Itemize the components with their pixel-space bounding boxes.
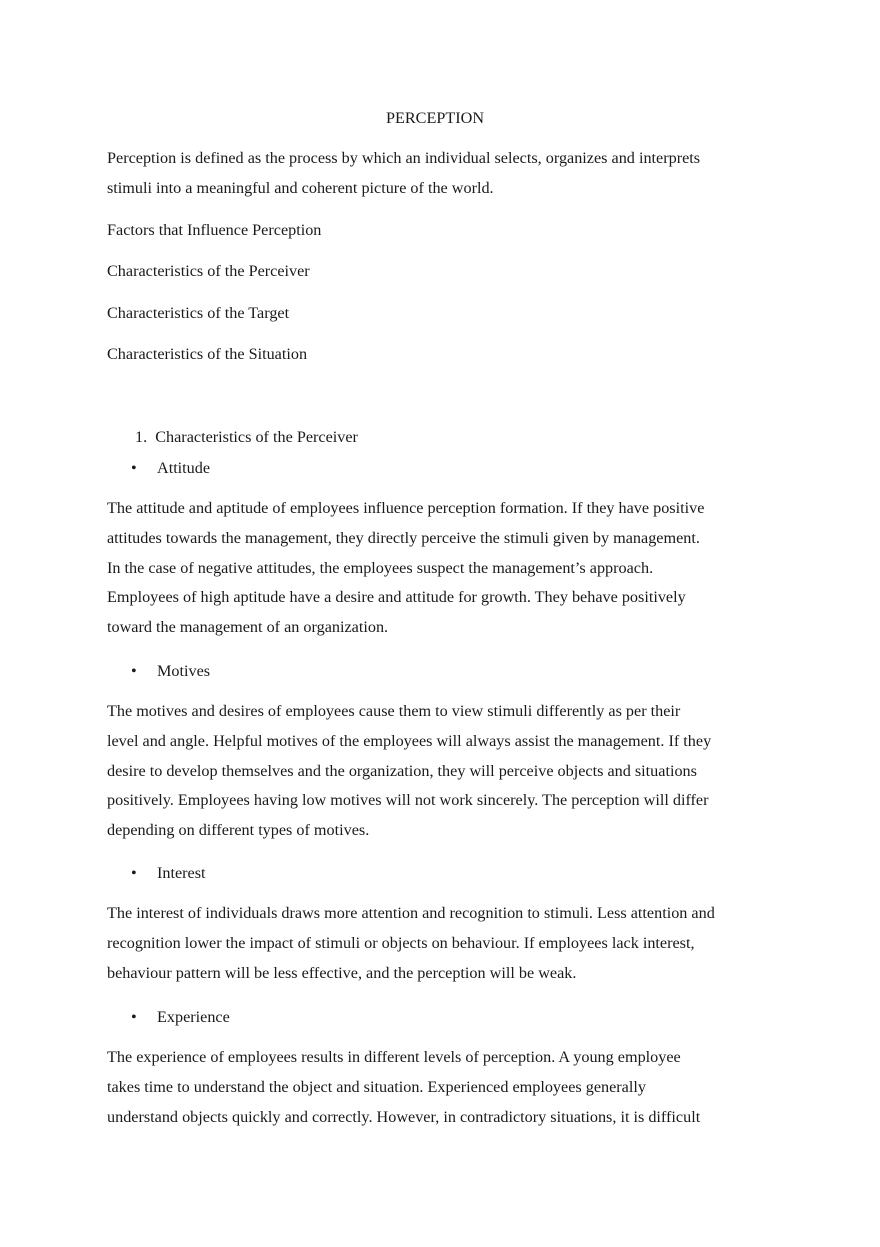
- bullet-label: Interest: [157, 864, 206, 882]
- section-number: 1.: [135, 428, 148, 446]
- paragraph-line: The motives and desires of employees cause them to view stimuli differently as per their: [107, 702, 681, 720]
- experience-paragraph: [107, 1043, 787, 1132]
- paragraph-line: In the case of negative attitudes, the employees suspect the management’s approach.: [107, 558, 654, 577]
- paragraph-line: positively. Employees having low motives will not work sincerely. The perception will differ: [107, 791, 709, 810]
- bullet-heading: [131, 453, 210, 483]
- bullet-heading: [131, 1002, 230, 1032]
- motives-paragraph: [107, 697, 787, 846]
- definition-paragraph: [107, 144, 787, 204]
- factor-item: Characteristics of the Situation: [107, 345, 308, 363]
- paragraph-line: behaviour pattern will be less effective, and the perception will be weak.: [107, 963, 577, 982]
- section-heading: [135, 422, 358, 452]
- bullet-icon: •: [131, 864, 137, 882]
- paragraph-line: The attitude and aptitude of employees influence perception formation. If they have positive: [107, 499, 705, 517]
- paragraph-line: Employees of high aptitude have a desire and attitude for growth. They behave positively: [107, 588, 686, 607]
- paragraph-line: The interest of individuals draws more attention and recognition to stimuli. Less attention and: [107, 904, 715, 922]
- bullet-icon: •: [131, 459, 137, 477]
- paragraph-line: understand objects quickly and correctly. However, in contradictory situations, it is difficult: [107, 1107, 701, 1126]
- paragraph-line: depending on different types of motives.: [107, 821, 370, 840]
- section-title: Characteristics of the Perceiver: [155, 428, 358, 446]
- bullet-icon: •: [131, 662, 137, 680]
- bullet-label: Attitude: [157, 459, 211, 477]
- paragraph-line: takes time to understand the object and situation. Experienced employees generally: [107, 1077, 646, 1096]
- paragraph-line: The experience of employees results in different levels of perception. A young employee: [107, 1048, 681, 1066]
- paragraph-line: Perception is defined as the process by which an individual selects, organizes and interprets: [107, 149, 701, 167]
- bullet-icon: •: [131, 1008, 137, 1026]
- bullet-label: Experience: [157, 1008, 230, 1026]
- attitude-paragraph: [107, 494, 787, 643]
- bullet-heading: [131, 656, 210, 686]
- bullet-label: Motives: [157, 662, 211, 680]
- factor-item: Characteristics of the Perceiver: [107, 262, 310, 280]
- paragraph-line: recognition lower the impact of stimuli or objects on behaviour. If employees lack interest,: [107, 933, 695, 952]
- factor-item: Characteristics of the Target: [107, 304, 290, 322]
- bullet-heading: [131, 858, 206, 888]
- paragraph-line: toward the management of an organization.: [107, 618, 389, 637]
- document-title: PERCEPTION: [385, 109, 485, 127]
- interest-paragraph: [107, 899, 787, 988]
- paragraph-line: desire to develop themselves and the organization, they will perceive objects and situations: [107, 761, 697, 780]
- paragraph-line: stimuli into a meaningful and coherent picture of the world.: [107, 178, 494, 197]
- paragraph-line: attitudes towards the management, they directly perceive the stimuli given by management.: [107, 528, 700, 547]
- paragraph-line: level and angle. Helpful motives of the employees will always assist the management. If they: [107, 731, 712, 750]
- factors-heading: Factors that Influence Perception: [107, 221, 322, 239]
